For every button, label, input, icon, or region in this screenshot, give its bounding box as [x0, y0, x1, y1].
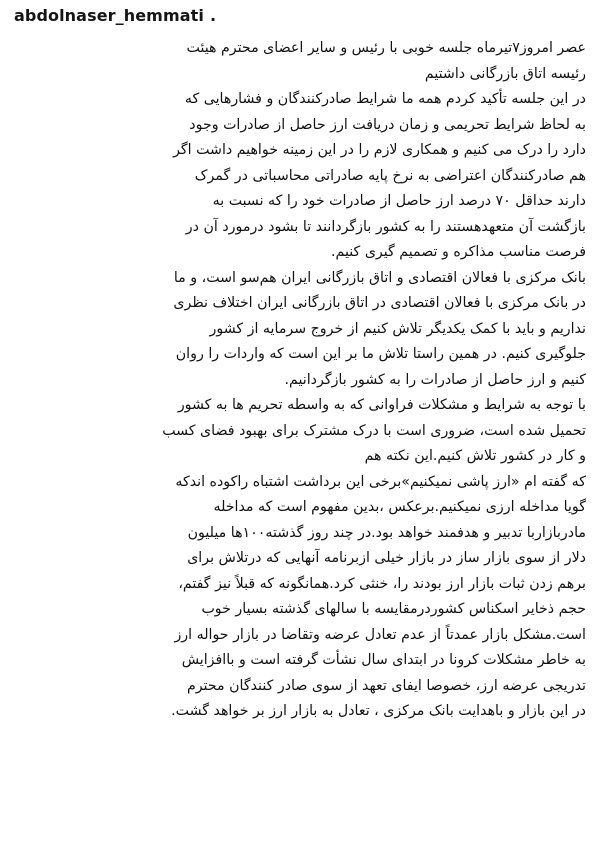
caption-line: به خاطر مشکلات کرونا در ابتدای سال نشأت گرفته است و باافزایش	[181, 652, 586, 668]
caption-line: به لحاظ شرایط تحریمی و زمان دریافت ارز حاصل از صادرات وجود	[189, 116, 586, 133]
caption-line: عصر امروز۷تیرماه جلسه خوبی با رئیس و سایر اعضای محترم هیئت	[186, 40, 586, 56]
caption-line: هم صادرکنندگان اعتراضی به نرخ پایه صادراتی محاسباتی در گمرک	[194, 167, 586, 184]
caption-line: مادربازاربا تدبیر و هدفمند خواهد بود.در چند روز گذشته۱۰۰ها میلیون	[187, 524, 586, 541]
caption-line: در بانک مرکزی با فعالان اقتصادی در اتاق بازرگانی ایران اختلاف نظری	[173, 295, 586, 311]
caption-header	[14, 6, 586, 28]
caption-line: که گفته ام «ارز پاشی نمیکنیم»برخی این برداشت اشتباه راکوده اندکه	[175, 473, 586, 490]
caption-line: در این جلسه تأکید کردم همه ما شرایط صادرکنندگان و فشارهایی که	[184, 91, 586, 107]
caption-text	[14, 36, 586, 725]
username[interactable]: abdolnaser_hemmati	[14, 6, 204, 25]
caption-line: تحمیل شده است، ضروری است با درک مشترک برای بهبود فضای کسب	[162, 422, 586, 439]
caption-line: در این بازار و باهدایت بانک مرکزی ، تعادل به بازار ارز بر خواهد گشت.	[171, 703, 586, 719]
caption-line: فرصت مناسب مذاکره و تصمیم گیری کنیم.	[331, 244, 586, 260]
caption-line: نداریم و باید با کمک یکدیگر تلاش کنیم از خروج سرمایه از کشور	[209, 320, 586, 337]
caption-line: بانک مرکزی با فعالان اقتصادی و اتاق بازرگانی ایران هم‌سو است، و ما	[173, 269, 586, 286]
caption-line: دارند حداقل ۷۰ درصد ارز حاصل از صادرات خود را که نسبت به	[212, 193, 586, 209]
caption-line: دارد را درک می کنیم و همکاری لازم را در این زمینه خواهیم داشت اگر	[173, 142, 586, 158]
caption-line: حجم ذخایر اسکناس کشوردرمقایسه با سالهای گذشته بسیار خوب	[201, 601, 586, 617]
caption-line: برهم زدن ثبات بازار ارز بودند را، خنثی کرد.همانگونه که قبلاً نیز گفتم،	[178, 575, 586, 592]
caption-line: بازگشت آن متعهدهستند را به کشور بازگردانند تا بشود درمورد آن در	[185, 218, 586, 235]
caption-line: با توجه به شرایط و مشکلات فراوانی که به واسطه تحریم ها به کشور	[177, 397, 586, 413]
caption-line: جلوگیری کنیم. در همین راستا تلاش ما بر این است که واردات را روان	[175, 346, 586, 362]
username-separator: .	[209, 6, 217, 25]
caption-line: کنیم و ارز حاصل از صادرات را به کشور بازگردانیم.	[284, 371, 586, 388]
caption-line: و کار در کشور تلاش کنیم.این نکته هم	[364, 448, 586, 464]
caption-line: رئیسه اتاق بازرگانی داشتیم	[424, 65, 586, 82]
caption-line: دلار از سوی بازار ساز در بازار خیلی ازبرنامه آنهایی که درتلاش برای	[187, 550, 586, 566]
caption-line: است.مشکل بازار عمدتاً از عدم تعادل عرضه وتقاضا در بازار حواله ارز	[174, 626, 586, 643]
caption-line: تدریجی عرضه ارز، خصوصا ایفای تعهد از سوی صادر کنندگان محترم	[186, 677, 586, 694]
caption-line: گویا مداخله ارزی نمیکنیم.برعکس ،بدین مفهوم است که مداخله	[213, 499, 586, 515]
